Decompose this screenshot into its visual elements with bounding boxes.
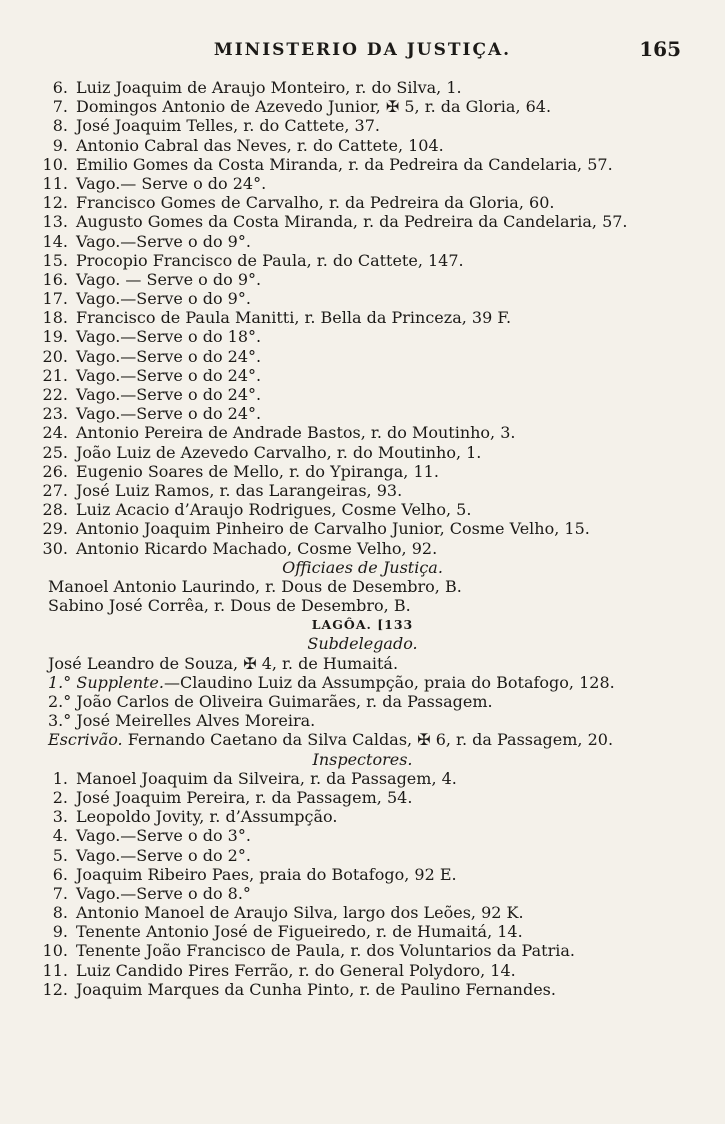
list-item	[0, 481, 725, 500]
item-number: 7.	[52, 97, 68, 117]
list-item	[0, 788, 725, 807]
item-text: Antonio Ricardo Machado, Cosme Velho, 92.	[76, 538, 438, 558]
item-text: Emilio Gomes da Costa Miranda, r. da Pedreira da Candelaria, 57.	[76, 154, 613, 174]
item-number: 8.	[52, 116, 68, 136]
item-text: Vago.— Serve o do 24°.	[76, 173, 267, 193]
item-text: Vago.—Serve o do 9°.	[76, 231, 251, 251]
item-number: 30.	[42, 538, 68, 558]
list-item	[0, 865, 725, 884]
list-item	[0, 174, 725, 193]
item-text: Vago.—Serve o do 2°.	[76, 845, 251, 865]
item-text: Francisco de Paula Manitti, r. Bella da Princeza, 39 F.	[76, 308, 512, 328]
list-item	[0, 922, 725, 941]
list-item	[0, 385, 725, 404]
item-text: Vago.—Serve o do 18°.	[76, 327, 262, 347]
list-item	[0, 308, 725, 327]
list-item	[0, 251, 725, 270]
subdelegado-list	[0, 654, 725, 750]
list-item	[0, 826, 725, 845]
list-item	[0, 980, 725, 999]
list-item	[0, 136, 725, 155]
item-text: Antonio Cabral das Neves, r. do Cattete, 104.	[76, 135, 444, 155]
item-number: 19.	[42, 327, 68, 347]
item-number: 5.	[52, 845, 68, 865]
list-item	[0, 519, 725, 538]
item-number: 10.	[42, 154, 68, 174]
list-item	[0, 596, 725, 615]
item-number: 7.	[52, 883, 68, 903]
list-item	[0, 347, 725, 366]
list-item	[0, 577, 725, 596]
list-item	[0, 212, 725, 231]
list-item	[0, 961, 725, 980]
item-text: 2.° João Carlos de Oliveira Guimarães, r. da Passagem.	[48, 692, 493, 711]
item-number: 27.	[42, 480, 68, 500]
item-number: 18.	[42, 308, 68, 328]
item-number: 28.	[42, 500, 68, 520]
item-number: 1.	[52, 768, 68, 788]
item-text: José Luiz Ramos, r. das Larangeiras, 93.	[76, 480, 403, 500]
list-item	[0, 884, 725, 903]
list-item	[0, 366, 725, 385]
list-item	[0, 443, 725, 462]
item-entry	[48, 711, 315, 730]
inspectores-heading: Inspectores.	[312, 749, 413, 769]
subdelegado-heading: Subdelegado.	[307, 634, 418, 654]
item-text: Antonio Pereira de Andrade Bastos, r. do Moutinho, 3.	[76, 423, 516, 443]
item-number: 12.	[42, 193, 68, 213]
item-number: 17.	[42, 289, 68, 309]
item-text: Eugenio Soares de Mello, r. do Ypiranga, 11.	[76, 461, 439, 481]
item-text: Francisco Gomes de Carvalho, r. da Pedreira da Gloria, 60.	[76, 193, 555, 213]
item-text: —Claudino Luiz da Assumpção, praia do Botafogo, 128.	[163, 672, 615, 692]
item-text: Luiz Acacio d’Araujo Rodrigues, Cosme Velho, 5.	[76, 500, 472, 520]
item-text: Antonio Manoel de Araujo Silva, largo dos Leões, 92 K.	[76, 903, 524, 923]
running-title: MINISTERIO DA JUSTIÇA.	[213, 40, 512, 60]
item-text: Vago.—Serve o do 24°.	[76, 365, 262, 385]
item-entry	[48, 654, 398, 673]
list-section-1	[0, 78, 725, 558]
item-number: 6.	[52, 78, 68, 97]
item-text: Joaquim Ribeiro Paes, praia do Botafogo, 92 E.	[76, 864, 457, 884]
list-item	[0, 270, 725, 289]
item-text: Luiz Candido Pires Ferrão, r. do General Polydoro, 14.	[76, 960, 516, 980]
list-item	[0, 673, 725, 692]
item-text: Augusto Gomes da Costa Miranda, r. da Pedreira da Candelaria, 57.	[76, 212, 628, 232]
item-text: Fernando Caetano da Silva Caldas, ✠ 6, r. da Passagem, 20.	[122, 730, 614, 750]
list-item	[0, 654, 725, 673]
item-number: 26.	[42, 461, 68, 481]
item-number: 16.	[42, 269, 68, 289]
list-item	[0, 500, 725, 519]
item-entry	[48, 673, 615, 692]
item-number: 12.	[42, 979, 68, 999]
inspectores-list	[0, 769, 725, 999]
item-number: 13.	[42, 212, 68, 232]
item-text: José Joaquim Pereira, r. da Passagem, 54.	[76, 787, 413, 807]
list-item	[0, 730, 725, 749]
list-item	[0, 903, 725, 922]
list-item	[0, 289, 725, 308]
list-item	[0, 539, 725, 558]
item-text: Tenente João Francisco de Paula, r. dos Voluntarios da Patria.	[76, 941, 575, 961]
role-label: Escrivão.	[48, 730, 123, 750]
list-item	[0, 155, 725, 174]
list-item	[0, 97, 725, 116]
list-item	[0, 846, 725, 865]
item-text: Antonio Joaquim Pinheiro de Carvalho Junior, Cosme Velho, 15.	[76, 519, 590, 539]
item-number: 20.	[42, 346, 68, 366]
item-number: 11.	[42, 173, 68, 193]
item-text: Leopoldo Jovity, r. d’Assumpção.	[76, 807, 338, 827]
item-entry	[48, 692, 493, 711]
item-number: 8.	[52, 903, 68, 923]
item-number: 21.	[42, 365, 68, 385]
item-number: 11.	[42, 960, 68, 980]
list-item	[0, 116, 725, 135]
list-item	[0, 404, 725, 423]
list-item	[0, 232, 725, 251]
item-text: João Luiz de Azevedo Carvalho, r. do Moutinho, 1.	[76, 442, 482, 462]
item-number: 22.	[42, 385, 68, 404]
item-number: 29.	[42, 519, 68, 539]
item-text: Vago.—Serve o do 3°.	[76, 826, 251, 846]
item-text: Vago.—Serve o do 8.°	[76, 883, 251, 903]
item-number: 4.	[52, 826, 68, 846]
item-number: 10.	[42, 941, 68, 961]
item-number: 15.	[42, 250, 68, 270]
item-number: 3.	[52, 807, 68, 827]
item-number: 6.	[52, 864, 68, 884]
item-number: 25.	[42, 442, 68, 462]
list-item	[0, 711, 725, 730]
item-text: Vago.—Serve o do 24°.	[76, 346, 262, 366]
item-text: Vago.—Serve o do 24°.	[76, 404, 262, 424]
item-text: 3.° José Meirelles Alves Moreira.	[48, 711, 316, 731]
item-text: Sabino José Corrêa, r. Dous de Desembro, B.	[48, 596, 411, 616]
item-text: Manoel Antonio Laurindo, r. Dous de Desembro, B.	[48, 576, 462, 596]
item-number: 9.	[52, 135, 68, 155]
item-text: José Joaquim Telles, r. do Cattete, 37.	[76, 116, 380, 136]
item-text: Manoel Joaquim da Silveira, r. da Passagem, 4.	[76, 768, 457, 788]
list-item	[0, 327, 725, 346]
item-text: Luiz Joaquim de Araujo Monteiro, r. do Silva, 1.	[76, 78, 462, 97]
role-label: 1.° Supplente.	[48, 672, 164, 692]
item-text: Vago.—Serve o do 24°.	[76, 385, 262, 404]
item-text: Procopio Francisco de Paula, r. do Cattete, 147.	[76, 250, 464, 270]
item-number: 24.	[42, 423, 68, 443]
page-number: 165	[639, 37, 681, 61]
item-text: Domingos Antonio de Azevedo Junior, ✠ 5, r. da Gloria, 64.	[76, 97, 552, 117]
item-number: 2.	[52, 787, 68, 807]
item-text: José Leandro de Souza, ✠ 4, r. de Humaitá.	[48, 653, 399, 673]
item-number: 23.	[42, 404, 68, 424]
item-text: Vago.—Serve o do 9°.	[76, 289, 251, 309]
list-item	[0, 807, 725, 826]
item-entry	[48, 730, 613, 749]
page-body	[0, 78, 725, 999]
list-item	[0, 941, 725, 960]
list-item	[0, 462, 725, 481]
page-header	[0, 37, 725, 70]
officiaes-heading: Officiaes de Justiça.	[282, 557, 443, 577]
item-number: 9.	[52, 922, 68, 942]
list-item	[0, 423, 725, 442]
item-number: 14.	[42, 231, 68, 251]
list-item	[0, 692, 725, 711]
list-item	[0, 78, 725, 97]
item-text: Joaquim Marques da Cunha Pinto, r. de Paulino Fernandes.	[76, 979, 556, 999]
list-item	[0, 769, 725, 788]
officiaes-list	[0, 577, 725, 615]
item-text: Tenente Antonio José de Figueiredo, r. de Humaitá, 14.	[76, 922, 523, 942]
list-item	[0, 193, 725, 212]
lagoa-heading: LAGÔA. [133	[311, 617, 414, 633]
item-text: Vago. — Serve o do 9°.	[76, 269, 262, 289]
